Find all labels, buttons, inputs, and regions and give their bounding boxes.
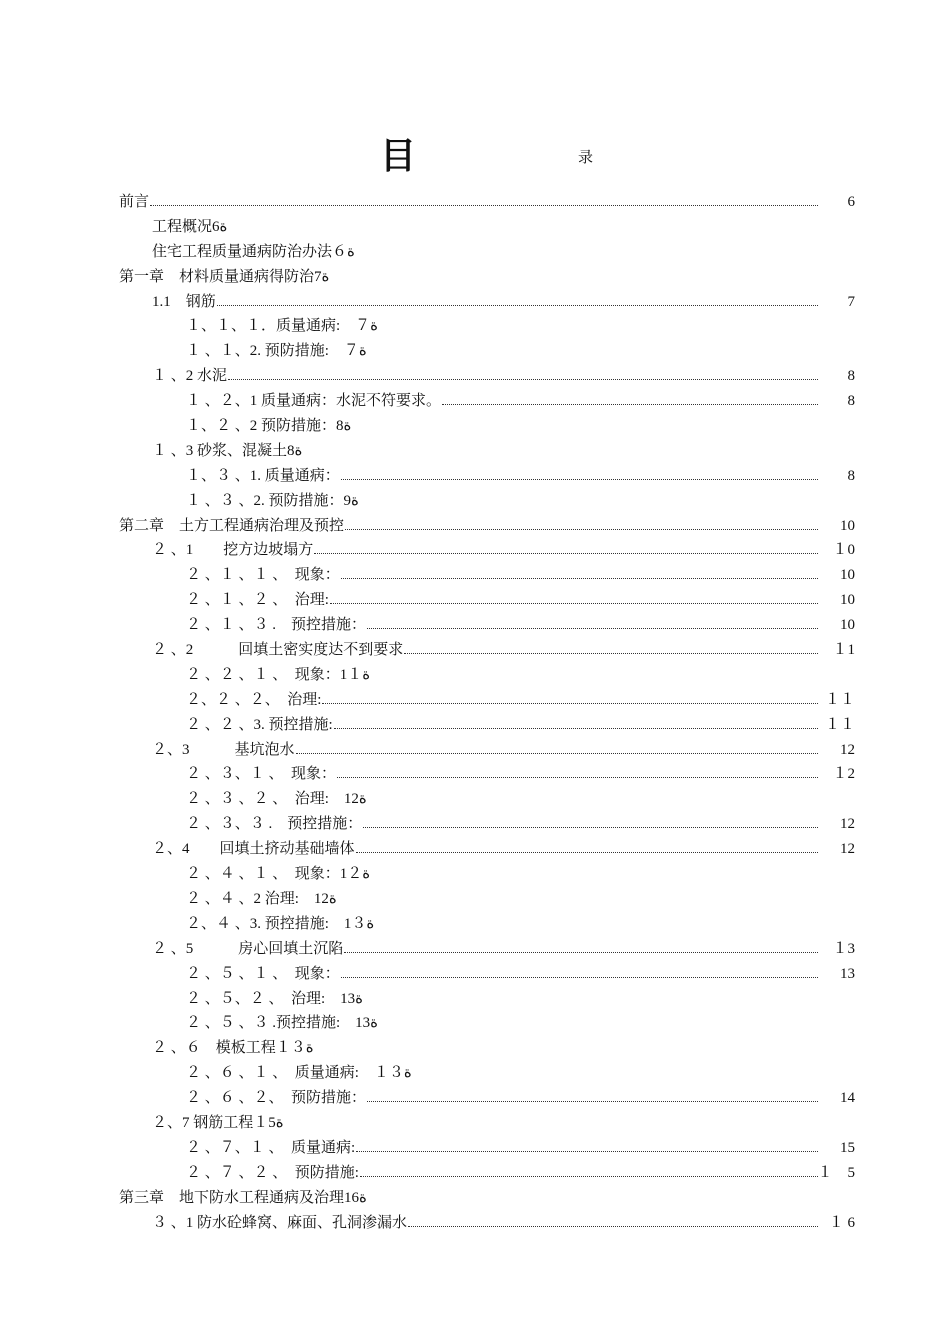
toc-entry-text: 第二章 土方工程通病治理及预控 [119,517,345,534]
toc-entry-text: ２ 、2 回填土密实度达不到要求 [152,642,404,659]
toc-entry-text: ２ 、１ 、２ 、 治理: [186,592,329,609]
toc-entry[interactable] [0,663,950,688]
toc-entry-text: ２、４ 、3. 预控措施: 1３ة [186,915,375,932]
toc-entry[interactable] [0,290,950,315]
toc-entry[interactable] [0,1036,950,1061]
toc-entry[interactable] [0,414,950,439]
toc-page-number: 8 [847,368,855,385]
toc-page-number: １0 [832,542,855,559]
dot-leader [341,578,818,579]
dot-leader [345,529,818,530]
toc-entry[interactable] [0,837,950,862]
toc-entry[interactable] [0,439,950,464]
dot-leader [356,852,818,853]
toc-entry[interactable] [0,240,950,265]
toc-entry-text: ２ 、７ 、２ 、 预防措施: [186,1164,359,1181]
toc-entry[interactable] [0,713,950,738]
toc-entry[interactable] [0,464,950,489]
toc-entry[interactable] [0,314,950,339]
toc-page-number: 10 [840,567,855,584]
toc-entry[interactable] [0,887,950,912]
dot-leader [341,977,818,978]
toc-entry-text: １ 、3 砂浆、混凝土8ة [152,442,303,459]
toc-entry-text: １、２ 、2 预防措施：8ة [186,418,352,435]
toc-entry-text: 工程概况6ة [152,218,228,235]
toc-entry-text: ２ 、３ 、２ 、 治理: 12ة [186,791,367,808]
toc-page-number: 15 [840,1139,855,1156]
dot-leader [314,553,818,554]
toc-page-number: 10 [840,517,855,534]
toc-page-number: 12 [840,741,855,758]
dot-leader [330,603,818,604]
toc-entry-text: １ 、１、2. 预防措施: ７ة [186,343,367,360]
toc-entry-text: 第三章 地下防水工程通病及治理16ة [119,1189,367,1206]
dot-leader [360,1176,818,1177]
toc-entry-text: ３ 、1 防水砼蜂窝、麻面、孔洞渗漏水 [152,1214,408,1231]
dot-leader [322,703,818,704]
dot-leader [356,1151,818,1152]
toc-entry[interactable] [0,1111,950,1136]
dot-leader [367,1101,818,1102]
toc-page-number: 13 [840,965,855,982]
toc-entry-text: ２ 、1 挖方边坡塌方 [152,542,314,559]
toc-entry-text: 住宅工程质量通病防治办法６ة [152,243,355,260]
toc-entry[interactable] [0,588,950,613]
toc-entry[interactable] [0,738,950,763]
toc-entry[interactable] [0,787,950,812]
toc-entry-text: ２ 、６ 、１ 、 质量通病: １３ة [186,1065,412,1082]
toc-entry-text: ２ 、３、３ . 预控措施： [186,816,363,833]
toc-entry[interactable] [0,489,950,514]
dot-leader [408,1226,818,1227]
toc-entry-text: ２、4 回填土挤动基础墙体 [152,841,355,858]
toc-entry[interactable] [0,1086,950,1111]
toc-entry[interactable] [0,812,950,837]
toc-entry[interactable] [0,688,950,713]
toc-page-number: 12 [840,816,855,833]
dot-leader [341,479,818,480]
toc-entry-text: １、１、１．质量通病: ７ة [186,318,379,335]
toc-page-number: 12 [840,841,855,858]
toc-page-number: 8 [847,467,855,484]
toc-entry-text: ２ 、２ 、１ 、 现象：1１ة [186,666,371,683]
toc-entry[interactable] [0,563,950,588]
toc-entry[interactable] [0,1161,950,1186]
toc-entry[interactable] [0,1211,950,1236]
toc-entry-text: ２ 、４ 、１ 、 现象：1２ة [186,866,371,883]
toc-title-mu: 目 [380,135,417,177]
toc-entry[interactable] [0,912,950,937]
dot-leader [296,753,818,754]
toc-entry-text: ２、２ 、２、 治理: [186,691,322,708]
toc-page-number: １2 [832,766,855,783]
toc-entry-text: １、３ 、1. 质量通病： [186,467,340,484]
dot-leader [363,827,818,828]
dot-leader [367,628,818,629]
toc-entry[interactable] [0,762,950,787]
toc-entry[interactable] [0,265,950,290]
dot-leader [337,777,818,778]
toc-entry[interactable] [0,1011,950,1036]
toc-page-number: 10 [840,617,855,634]
toc-entry[interactable] [0,962,950,987]
toc-page-number: 7 [847,293,855,310]
toc-entry-text: 1.1 钢筋 [152,293,216,310]
toc-entry-text: ２ 、３、１ 、 现象： [186,766,337,783]
toc-entry-text: ２ 、７、１ 、 质量通病: [186,1139,356,1156]
toc-entry-text: １ 、2 水泥 [152,368,228,385]
dot-leader [217,305,818,306]
toc-entry-text: １ 、２、1 质量通病：水泥不符要求。 [186,393,442,410]
toc-entry-text: ２ 、６ 模板工程１３ة [152,1040,314,1057]
toc-page-number: 14 [840,1090,855,1107]
toc-entry-text: 第一章 材料质量通病得防治7ة [119,268,330,285]
toc-entry-text: ２ 、5 房心回填土沉陷 [152,940,344,957]
toc-entry-text: ２ 、２ 、3. 预控措施: [186,716,333,733]
toc-entry-text: ２ 、１ 、１ 、 现象： [186,567,340,584]
dot-leader [442,404,818,405]
dot-leader [344,952,818,953]
toc-entry[interactable] [0,937,950,962]
toc-entry[interactable] [0,538,950,563]
toc-page-number: 8 [847,393,855,410]
dot-leader [404,653,818,654]
toc-entry[interactable] [0,1136,950,1161]
toc-page-number: １ 6 [828,1214,855,1231]
toc-entry[interactable] [0,364,950,389]
toc-entry[interactable] [0,1061,950,1086]
toc-entry[interactable] [0,862,950,887]
toc-entry[interactable] [0,987,950,1012]
toc-entry[interactable] [0,638,950,663]
toc-entry[interactable] [0,389,950,414]
dot-leader [334,728,818,729]
toc-page-number: １3 [832,940,855,957]
toc-entry[interactable] [0,1186,950,1211]
toc-entry-text: ２ 、６ 、２、 预防措施： [186,1090,367,1107]
toc-entry-text: 前言 [119,194,150,210]
toc-entry-text: ２、3 基坑泡水 [152,741,295,758]
toc-page-number: １1 [832,642,855,659]
toc-page-number: １１ [824,691,855,708]
toc-entry-text: １ 、３ 、2. 预防措施：9ة [186,492,359,509]
table-of-contents [0,190,950,1235]
toc-entry[interactable] [0,215,950,240]
toc-page-number: 6 [847,194,855,210]
toc-entry[interactable] [0,339,950,364]
toc-page-number: １ 5 [817,1164,855,1181]
dot-leader [228,379,818,380]
toc-entry-text: ２ 、４ 、2 治理: 12ة [186,890,337,907]
toc-page-number: １１ [824,716,855,733]
toc-entry-text: ２ 、５、２ 、 治理: 13ة [186,990,364,1007]
toc-entry-text: ２ 、１ 、３ . 预控措施： [186,617,367,634]
toc-entry-text: ２ 、５ 、３ .预控措施: 13ة [186,1015,379,1032]
dot-leader [150,205,818,206]
toc-entry[interactable] [0,613,950,638]
toc-entry[interactable] [0,514,950,539]
toc-entry-text: ２ 、５ 、１ 、 现象： [186,965,340,982]
toc-entry[interactable] [0,190,950,215]
toc-entry-text: ２、7 钢筋工程１5ة [152,1114,284,1131]
toc-title-lu: 录 [578,150,594,166]
toc-page-number: 10 [840,592,855,609]
